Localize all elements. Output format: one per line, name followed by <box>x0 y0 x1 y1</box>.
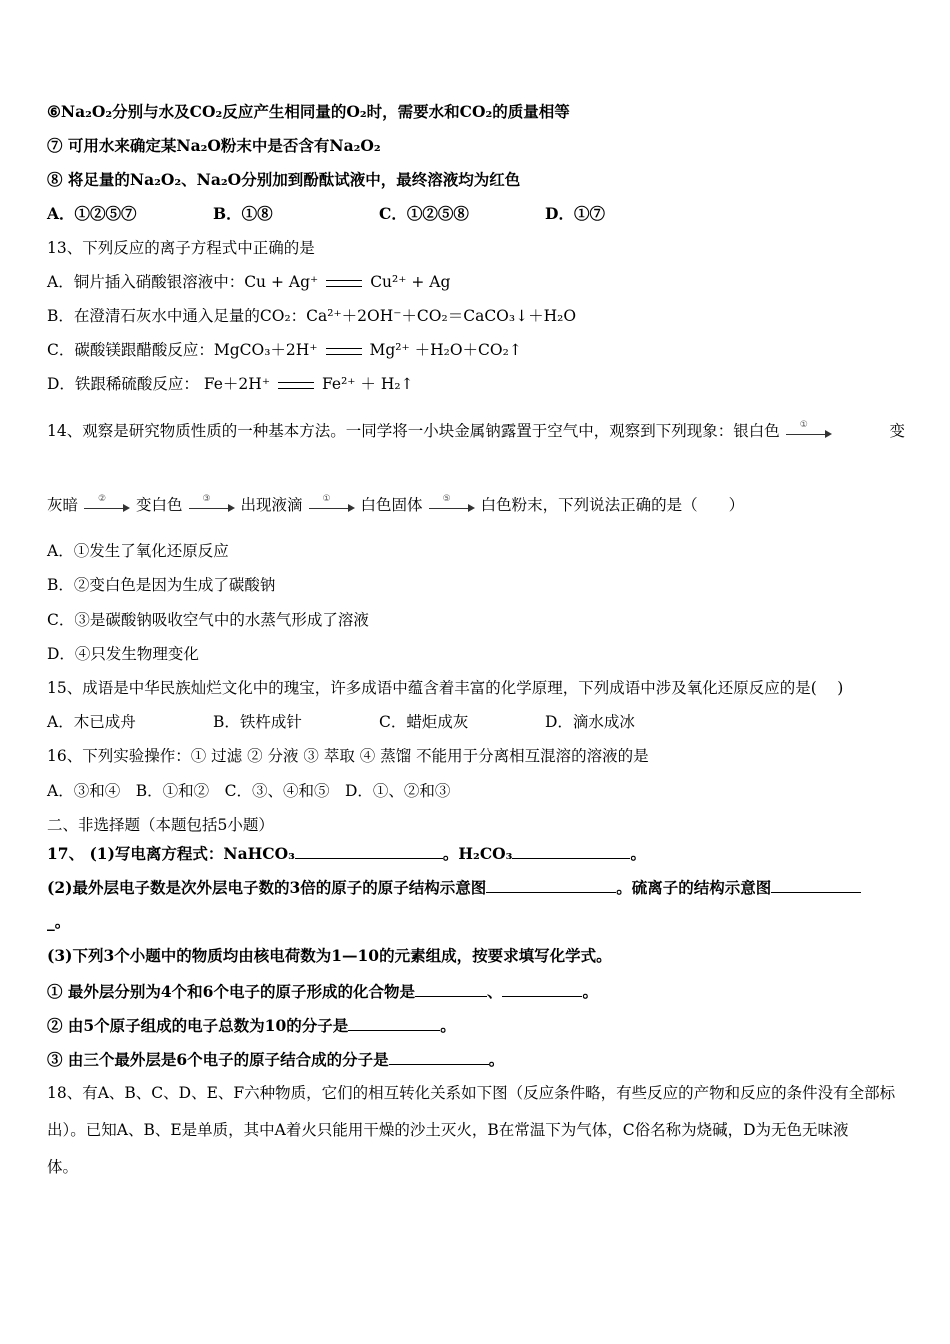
q14-state-3: 出现液滴 <box>240 496 303 514</box>
q12-item7: ⑦ 可用水来确定某Na₂O粉末中是否含有Na₂O₂ <box>47 136 381 155</box>
answer-blank[interactable] <box>486 876 616 893</box>
q15-stem: 15、成语是中华民族灿烂文化中的瑰宝，许多成语中蕴含着丰富的化学原理，下列成语中涉及氧化还原反应的是( ) <box>47 679 844 697</box>
q18-line3: 体。 <box>47 1158 79 1176</box>
q14-option-d[interactable]: D．④只发生物理变化 <box>47 645 199 663</box>
answer-blank[interactable] <box>389 1048 489 1065</box>
q15-options <box>47 712 905 732</box>
equals-sign-icon <box>278 382 314 389</box>
q12-option-a[interactable]: A．①②⑤⑦ <box>47 204 137 223</box>
answer-blank[interactable] <box>771 876 861 893</box>
q14-stem-line2 <box>47 495 905 515</box>
q14-stem-end: 变 <box>889 422 905 440</box>
q17-part1: 17、 (1)写电离方程式：NaHCO₃ 。H₂CO₃ 。 <box>47 844 646 863</box>
q17-part2-end: _。 <box>47 912 71 931</box>
q17-part2: (2)最外层电子数是次外层电子数的3倍的原子的原子结构示意图 。硫离子的结构示意图 <box>47 876 905 898</box>
arrow-icon: ① <box>786 425 832 439</box>
q13-stem: 13、下列反应的离子方程式中正确的是 <box>47 239 315 257</box>
equals-sign-icon <box>326 280 362 287</box>
q14-stem-line1 <box>47 421 905 441</box>
q18-line1: 18、有A、B、C、D、E、F六种物质，它们的相互转化关系如下图（反应条件略，有些反应的产物和反应的条件没有全部标 <box>47 1084 896 1102</box>
q13-option-a[interactable] <box>47 272 905 292</box>
arrow-icon: ⑤ <box>429 499 475 513</box>
q18-line2: 出）。已知A、B、E是单质，其中A着火只能用干燥的沙土灭火，B在常温下为气体，C俗名称为烧碱，D为无色无味液 <box>47 1121 849 1139</box>
answer-blank[interactable] <box>415 980 487 997</box>
q16-stem: 16、下列实验操作：① 过滤 ② 分液 ③ 萃取 ④ 蒸馏 不能用于分离相互混溶的溶液的是 <box>47 747 649 765</box>
q12-option-b[interactable]: B．①⑧ <box>213 204 273 223</box>
q12-option-c[interactable]: C．①②⑤⑧ <box>379 204 469 223</box>
q12-options <box>47 204 905 224</box>
q13-c-products: Mg²⁺ ＋H₂O＋CO₂↑ <box>369 341 522 359</box>
q17-part3-3: ③ 由三个最外层是6个电子的原子结合成的分子是 。 <box>47 1050 505 1069</box>
equals-sign-icon <box>326 348 362 355</box>
q17-part3: (3)下列3个小题中的物质均由核电荷数为1—10的元素组成，按要求填写化学式。 <box>47 946 612 965</box>
q17-part3-2: ② 由5个原子组成的电子总数为10的分子是 。 <box>47 1016 456 1035</box>
q12-item6: ⑥Na₂O₂分别与水及CO₂反应产生相同量的O₂时，需要水和CO₂的质量相等 <box>47 102 570 121</box>
q12-option-d[interactable]: D．①⑦ <box>545 204 605 223</box>
q13-d-products: Fe²⁺ ＋ H₂↑ <box>322 375 414 393</box>
q13-d-reactants: D．铁跟稀硫酸反应： Fe＋2H⁺ <box>47 375 270 393</box>
arrow-icon: ① <box>309 499 355 513</box>
arrow-icon: ③ <box>189 499 235 513</box>
answer-blank[interactable] <box>348 1014 440 1031</box>
section-title: 二、非选择题（本题包括5小题） <box>47 816 274 834</box>
q14-option-b[interactable]: B．②变白色是因为生成了碳酸钠 <box>47 576 276 594</box>
answer-blank[interactable] <box>512 842 630 859</box>
q13-option-b[interactable]: B．在澄清石灰水中通入足量的CO₂：Ca²⁺＋2OH⁻＋CO₂＝CaCO₃↓＋H₂O <box>47 307 577 325</box>
q14-state-4: 白色固体 <box>360 496 423 514</box>
q13-option-c[interactable] <box>47 340 905 360</box>
q15-option-c[interactable]: C．蜡炬成灰 <box>379 713 469 731</box>
q17-part3-1: ① 最外层分别为4个和6个电子的原子形成的化合物是 、 。 <box>47 982 598 1001</box>
answer-blank[interactable] <box>502 980 582 997</box>
q13-option-d[interactable] <box>47 374 905 394</box>
q14-state-2: 变白色 <box>136 496 183 514</box>
q12-item8: ⑧ 将足量的Na₂O₂、Na₂O分别加到酚酞试液中，最终溶液均为红色 <box>47 170 521 189</box>
arrow-icon: ② <box>84 499 130 513</box>
q14-stem-start: 14、观察是研究物质性质的一种基本方法。一同学将一小块金属钠露置于空气中，观察到下列现象：银白色 <box>47 422 780 440</box>
q14-option-a[interactable]: A．①发生了氧化还原反应 <box>47 542 229 560</box>
q14-state-5: 白色粉末，下列说法正确的是（ ） <box>480 496 745 514</box>
q15-option-d[interactable]: D．滴水成冰 <box>545 713 635 731</box>
q13-a-products: Cu²⁺ + Ag <box>370 273 451 291</box>
q13-a-reactants: A．铜片插入硝酸银溶液中：Cu + Ag⁺ <box>47 273 319 291</box>
q16-options[interactable]: A．③和④ B．①和② C．③、④和⑤ D．①、②和③ <box>47 782 451 800</box>
q13-c-reactants: C．碳酸镁跟醋酸反应：MgCO₃＋2H⁺ <box>47 341 318 359</box>
q14-state-1: 灰暗 <box>47 496 79 514</box>
q15-option-a[interactable]: A．木已成舟 <box>47 713 136 731</box>
q15-option-b[interactable]: B．铁杵成针 <box>213 713 302 731</box>
answer-blank[interactable] <box>295 842 443 859</box>
q14-option-c[interactable]: C．③是碳酸钠吸收空气中的水蒸气形成了溶液 <box>47 611 369 629</box>
